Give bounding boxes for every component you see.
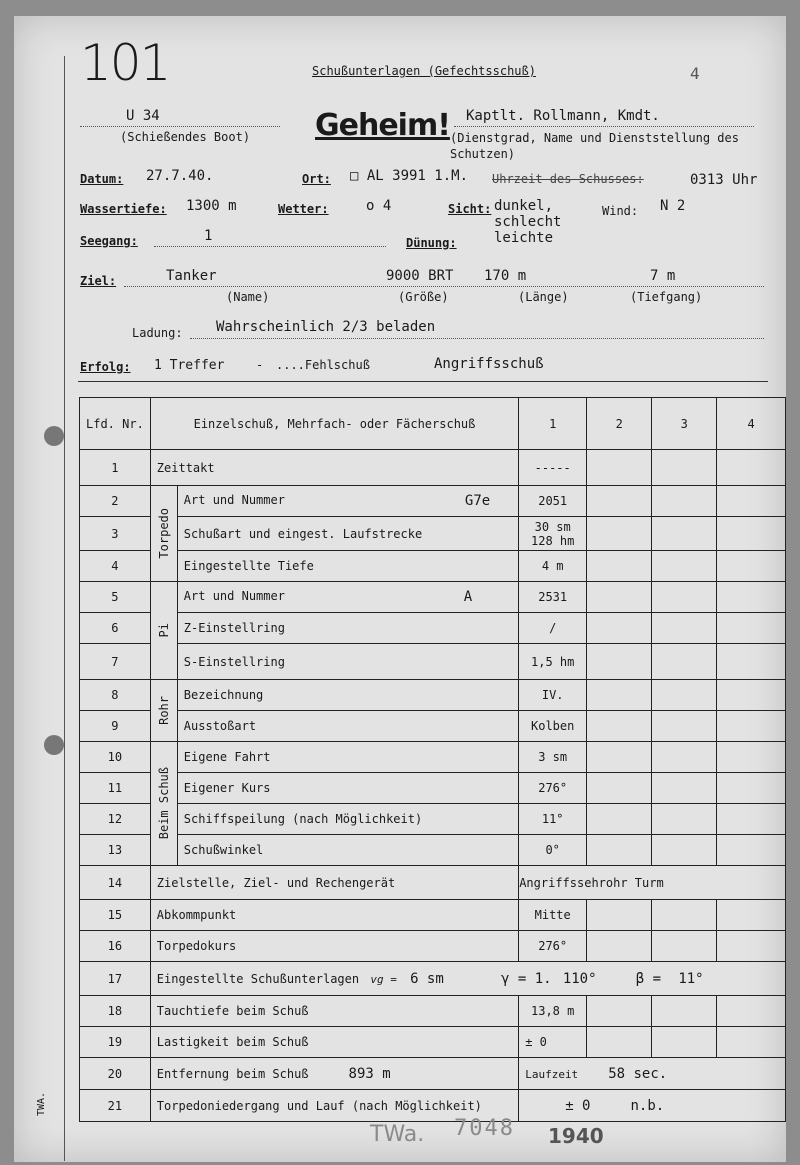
commander-value: Kaptlt. Rollmann, Kmdt.: [466, 108, 660, 124]
empty-cell: [652, 996, 717, 1027]
wind-label: Wind:: [602, 204, 639, 218]
beta-label: β =: [635, 970, 662, 987]
ziel-name: Tanker: [166, 268, 217, 284]
row-desc: Eigene Fahrt: [177, 742, 518, 773]
document-sheet: [14, 16, 786, 1162]
empty-cell: [717, 900, 786, 931]
ladung-value: Wahrscheinlich 2/3 beladen: [216, 319, 436, 335]
empty-cell: [652, 486, 717, 517]
row-nr: 2: [80, 486, 151, 517]
row-desc: Abkommpunkt: [150, 900, 518, 931]
seegang-line: [154, 246, 386, 247]
ladung-line: [190, 338, 764, 339]
gamma-label: γ = 1.: [501, 970, 552, 987]
row-value: 2531: [519, 582, 587, 613]
ziel-label: Ziel:: [80, 274, 117, 288]
row-17-cell: [150, 962, 785, 996]
table-row: [80, 644, 786, 680]
row-nr: 8: [80, 680, 151, 711]
ziel-line: [124, 286, 764, 287]
archive-stamp-prefix: TWa.: [370, 1122, 425, 1147]
table-row: [80, 1090, 786, 1122]
empty-cell: [717, 931, 786, 962]
row-desc: Schußart und eingest. Laufstrecke: [177, 517, 518, 551]
ziel-name-label: (Name): [226, 290, 270, 304]
row-extra: A: [463, 589, 473, 605]
ziel-laenge-label: (Länge): [518, 290, 569, 304]
row-value: ± 0: [519, 1027, 587, 1058]
row-extra: G7e: [464, 493, 491, 509]
row-value: Angriffssehrohr Turm: [519, 866, 786, 900]
row-desc-cell: [150, 1058, 518, 1090]
table-row: [80, 680, 786, 711]
empty-cell: [652, 900, 717, 931]
datum-label: Datum:: [80, 172, 124, 186]
empty-cell: [587, 742, 652, 773]
empty-cell: [652, 450, 717, 486]
row-value: 13,8 m: [519, 996, 587, 1027]
header-desc: Einzelschuß, Mehrfach- oder Fächerschuß: [150, 398, 518, 450]
empty-cell: [717, 773, 786, 804]
row-value: 11°: [519, 804, 587, 835]
table-row: [80, 450, 786, 486]
duenung-value: leichte: [494, 230, 554, 246]
header-col-2: 2: [587, 398, 652, 450]
table-row: [80, 517, 786, 551]
laufzeit-value: 58 sec.: [608, 1065, 668, 1082]
empty-cell: [587, 711, 652, 742]
row-desc: Zeittakt: [150, 450, 518, 486]
table-row: [80, 551, 786, 582]
wind-value: N 2: [660, 198, 686, 214]
group-torpedo: [150, 486, 177, 582]
row-value: Mitte: [519, 900, 587, 931]
ladung-label: Ladung:: [132, 326, 183, 340]
empty-cell: [652, 742, 717, 773]
table-row: [80, 1027, 786, 1058]
row-desc: Schiffspeilung (nach Möglichkeit): [177, 804, 518, 835]
erfolg-treffer: 1 Treffer: [154, 358, 225, 373]
commander-label: (Dienstgrad, Name und Dienststellung des Schutzen): [450, 131, 739, 161]
group-rohr: [150, 680, 177, 742]
empty-cell: [587, 582, 652, 613]
empty-cell: [717, 582, 786, 613]
erfolg-note: Angriffsschuß: [434, 356, 544, 372]
row-desc: Entfernung beim Schuß: [156, 1066, 309, 1081]
row-nr: 14: [80, 866, 151, 900]
empty-cell: [717, 613, 786, 644]
beta-value: 11°: [678, 970, 704, 987]
empty-cell: [587, 680, 652, 711]
row-nr: 7: [80, 644, 151, 680]
table-row: [80, 1058, 786, 1090]
empty-cell: [652, 711, 717, 742]
row-desc: S-Einstellring: [177, 644, 518, 680]
empty-cell: [717, 644, 786, 680]
row-value: IV.: [519, 680, 587, 711]
empty-cell: [587, 551, 652, 582]
row-desc-cell: [177, 582, 518, 613]
gamma-value: 110°: [562, 970, 597, 987]
row-desc: Bezeichnung: [177, 680, 518, 711]
row-desc: Eingestellte Tiefe: [177, 551, 518, 582]
group-pi: [150, 582, 177, 680]
laufzeit-label: Laufzeit: [525, 1067, 579, 1081]
empty-cell: [652, 517, 717, 551]
row-value: 0°: [519, 835, 587, 866]
row-value: -----: [519, 450, 587, 486]
uhrzeit-value: 0313 Uhr: [690, 172, 758, 188]
empty-cell: [587, 613, 652, 644]
empty-cell: [717, 1027, 786, 1058]
datum-value: 27.7.40.: [146, 168, 214, 184]
empty-cell: [652, 773, 717, 804]
table-row: [80, 866, 786, 900]
vg-value: 6 sm: [410, 970, 444, 987]
header-title: Schußunterlagen (Gefechtsschuß): [312, 64, 536, 78]
empty-cell: [652, 680, 717, 711]
wassertiefe-label: Wassertiefe:: [80, 202, 167, 216]
table-row: [80, 742, 786, 773]
empty-cell: [717, 551, 786, 582]
row-nr: 6: [80, 613, 151, 644]
ziel-tiefgang: 7 m: [650, 268, 676, 284]
empty-cell: [652, 582, 717, 613]
empty-cell: [717, 835, 786, 866]
vg-label: vg =: [370, 972, 397, 986]
empty-cell: [587, 773, 652, 804]
table-row: [80, 996, 786, 1027]
row-nr: 13: [80, 835, 151, 866]
empty-cell: [587, 931, 652, 962]
row-desc: Eigener Kurs: [177, 773, 518, 804]
erfolg-fehl: ....Fehlschuß: [276, 358, 370, 372]
row-value: 276°: [519, 931, 587, 962]
sicht-value: dunkel, schlecht: [494, 198, 562, 230]
duenung-label: Dünung:: [406, 236, 457, 250]
boat-label: (Schießendes Boot): [120, 130, 251, 144]
table-row: [80, 931, 786, 962]
empty-cell: [587, 644, 652, 680]
row-nr: 1: [80, 450, 151, 486]
row-extra: 893 m: [348, 1065, 391, 1082]
document-number: 101: [80, 34, 170, 92]
table-row: [80, 962, 786, 996]
ziel-tiefgang-label: (Tiefgang): [630, 290, 703, 304]
group-schuss-label: Beim Schuß: [156, 767, 171, 840]
archive-stamp-year: 1940: [548, 1124, 604, 1148]
group-torpedo-label: Torpedo: [156, 508, 171, 559]
ziel-groesse-label: (Größe): [398, 290, 449, 304]
row-nr: 18: [80, 996, 151, 1027]
erfolg-dash: -: [256, 358, 264, 372]
row-value: 276°: [519, 773, 587, 804]
row-nr: 4: [80, 551, 151, 582]
secret-stamp: Geheim!: [315, 108, 450, 143]
row-nr: 11: [80, 773, 151, 804]
uhrzeit-label: Uhrzeit des Schusses:: [492, 172, 644, 186]
table-row: [80, 900, 786, 931]
row-nr: 17: [80, 962, 151, 996]
table-row: [80, 711, 786, 742]
group-rohr-label: Rohr: [156, 696, 171, 725]
archive-stamp-number: 7048: [454, 1116, 515, 1141]
corner-note: 4: [690, 64, 700, 83]
row-desc: Art und Nummer: [183, 589, 285, 603]
row-desc: Z-Einstellring: [177, 613, 518, 644]
empty-cell: [587, 835, 652, 866]
empty-cell: [717, 804, 786, 835]
row-desc: Schußwinkel: [177, 835, 518, 866]
empty-cell: [587, 1027, 652, 1058]
empty-cell: [587, 996, 652, 1027]
header-col-1: 1: [519, 398, 587, 450]
empty-cell: [717, 680, 786, 711]
ort-value: □ AL 3991 1.M.: [350, 168, 469, 184]
table-row: [80, 835, 786, 866]
punch-hole: [44, 735, 64, 755]
group-schuss: [150, 742, 177, 866]
empty-cell: [652, 804, 717, 835]
row-value: 4 m: [519, 551, 587, 582]
empty-cell: [587, 517, 652, 551]
row-nr: 9: [80, 711, 151, 742]
row-value: 30 sm 128 hm: [519, 517, 587, 551]
laufzeit-cell: [519, 1058, 786, 1090]
sicht-label: Sicht:: [448, 202, 492, 216]
empty-cell: [587, 804, 652, 835]
commander-line: [454, 126, 754, 127]
table-row: [80, 773, 786, 804]
table-row: [80, 486, 786, 517]
row-nr: 3: [80, 517, 151, 551]
row-value: Kolben: [519, 711, 587, 742]
ziel-groesse: 9000 BRT: [386, 268, 454, 284]
row-nr: 20: [80, 1058, 151, 1090]
row-value: /: [519, 613, 587, 644]
empty-cell: [652, 613, 717, 644]
wetter-label: Wetter:: [278, 202, 329, 216]
empty-cell: [652, 835, 717, 866]
header-col-4: 4: [717, 398, 786, 450]
boat-value: U 34: [126, 108, 160, 124]
row-desc: Eingestellte Schußunterlagen: [156, 971, 360, 986]
ziel-laenge: 170 m: [484, 268, 527, 284]
row-nr: 5: [80, 582, 151, 613]
ort-label: Ort:: [302, 172, 331, 186]
empty-cell: [652, 551, 717, 582]
empty-cell: [587, 486, 652, 517]
table-row: [80, 582, 786, 613]
row-value: 2051: [519, 486, 587, 517]
seegang-value: 1: [204, 228, 213, 244]
empty-cell: [587, 450, 652, 486]
row-desc-cell: [177, 486, 518, 517]
row-desc: Torpedokurs: [150, 931, 518, 962]
wetter-value: o 4: [366, 198, 392, 214]
row-value-2: n.b.: [630, 1097, 665, 1114]
row-nr: 16: [80, 931, 151, 962]
empty-cell: [717, 996, 786, 1027]
margin-line: [64, 56, 65, 1161]
empty-cell: [717, 450, 786, 486]
row-nr: 15: [80, 900, 151, 931]
row-desc: Torpedoniedergang und Lauf (nach Möglichkeit): [150, 1090, 518, 1122]
row-desc: Zielstelle, Ziel- und Rechengerät: [150, 866, 518, 900]
firing-table: [79, 397, 786, 1122]
row-desc: Art und Nummer: [183, 493, 285, 507]
group-pi-label: Pi: [156, 623, 171, 638]
seegang-label: Seegang:: [80, 234, 138, 248]
row-nr: 19: [80, 1027, 151, 1058]
punch-hole: [44, 426, 64, 446]
empty-cell: [652, 644, 717, 680]
table-row: [80, 613, 786, 644]
row-desc: Tauchtiefe beim Schuß: [150, 996, 518, 1027]
empty-cell: [717, 486, 786, 517]
empty-cell: [717, 711, 786, 742]
header-col-3: 3: [652, 398, 717, 450]
table-row: [80, 804, 786, 835]
header-nr: Lfd. Nr.: [80, 398, 151, 450]
header-rule: [78, 381, 768, 382]
erfolg-label: Erfolg:: [80, 360, 131, 374]
row-desc: Lastigkeit beim Schuß: [150, 1027, 518, 1058]
empty-cell: [587, 900, 652, 931]
empty-cell: [652, 1027, 717, 1058]
row-nr: 10: [80, 742, 151, 773]
row-21-values: [519, 1090, 786, 1122]
row-nr: 12: [80, 804, 151, 835]
wassertiefe-value: 1300 m: [186, 198, 237, 214]
row-value: 1,5 hm: [519, 644, 587, 680]
boat-line: [80, 126, 280, 127]
empty-cell: [717, 742, 786, 773]
row-value: 3 sm: [519, 742, 587, 773]
empty-cell: [652, 931, 717, 962]
margin-label: TWA.: [36, 1091, 47, 1116]
empty-cell: [717, 517, 786, 551]
row-value: ± 0: [565, 1097, 591, 1114]
row-nr: 21: [80, 1090, 151, 1122]
row-desc: Ausstoßart: [177, 711, 518, 742]
